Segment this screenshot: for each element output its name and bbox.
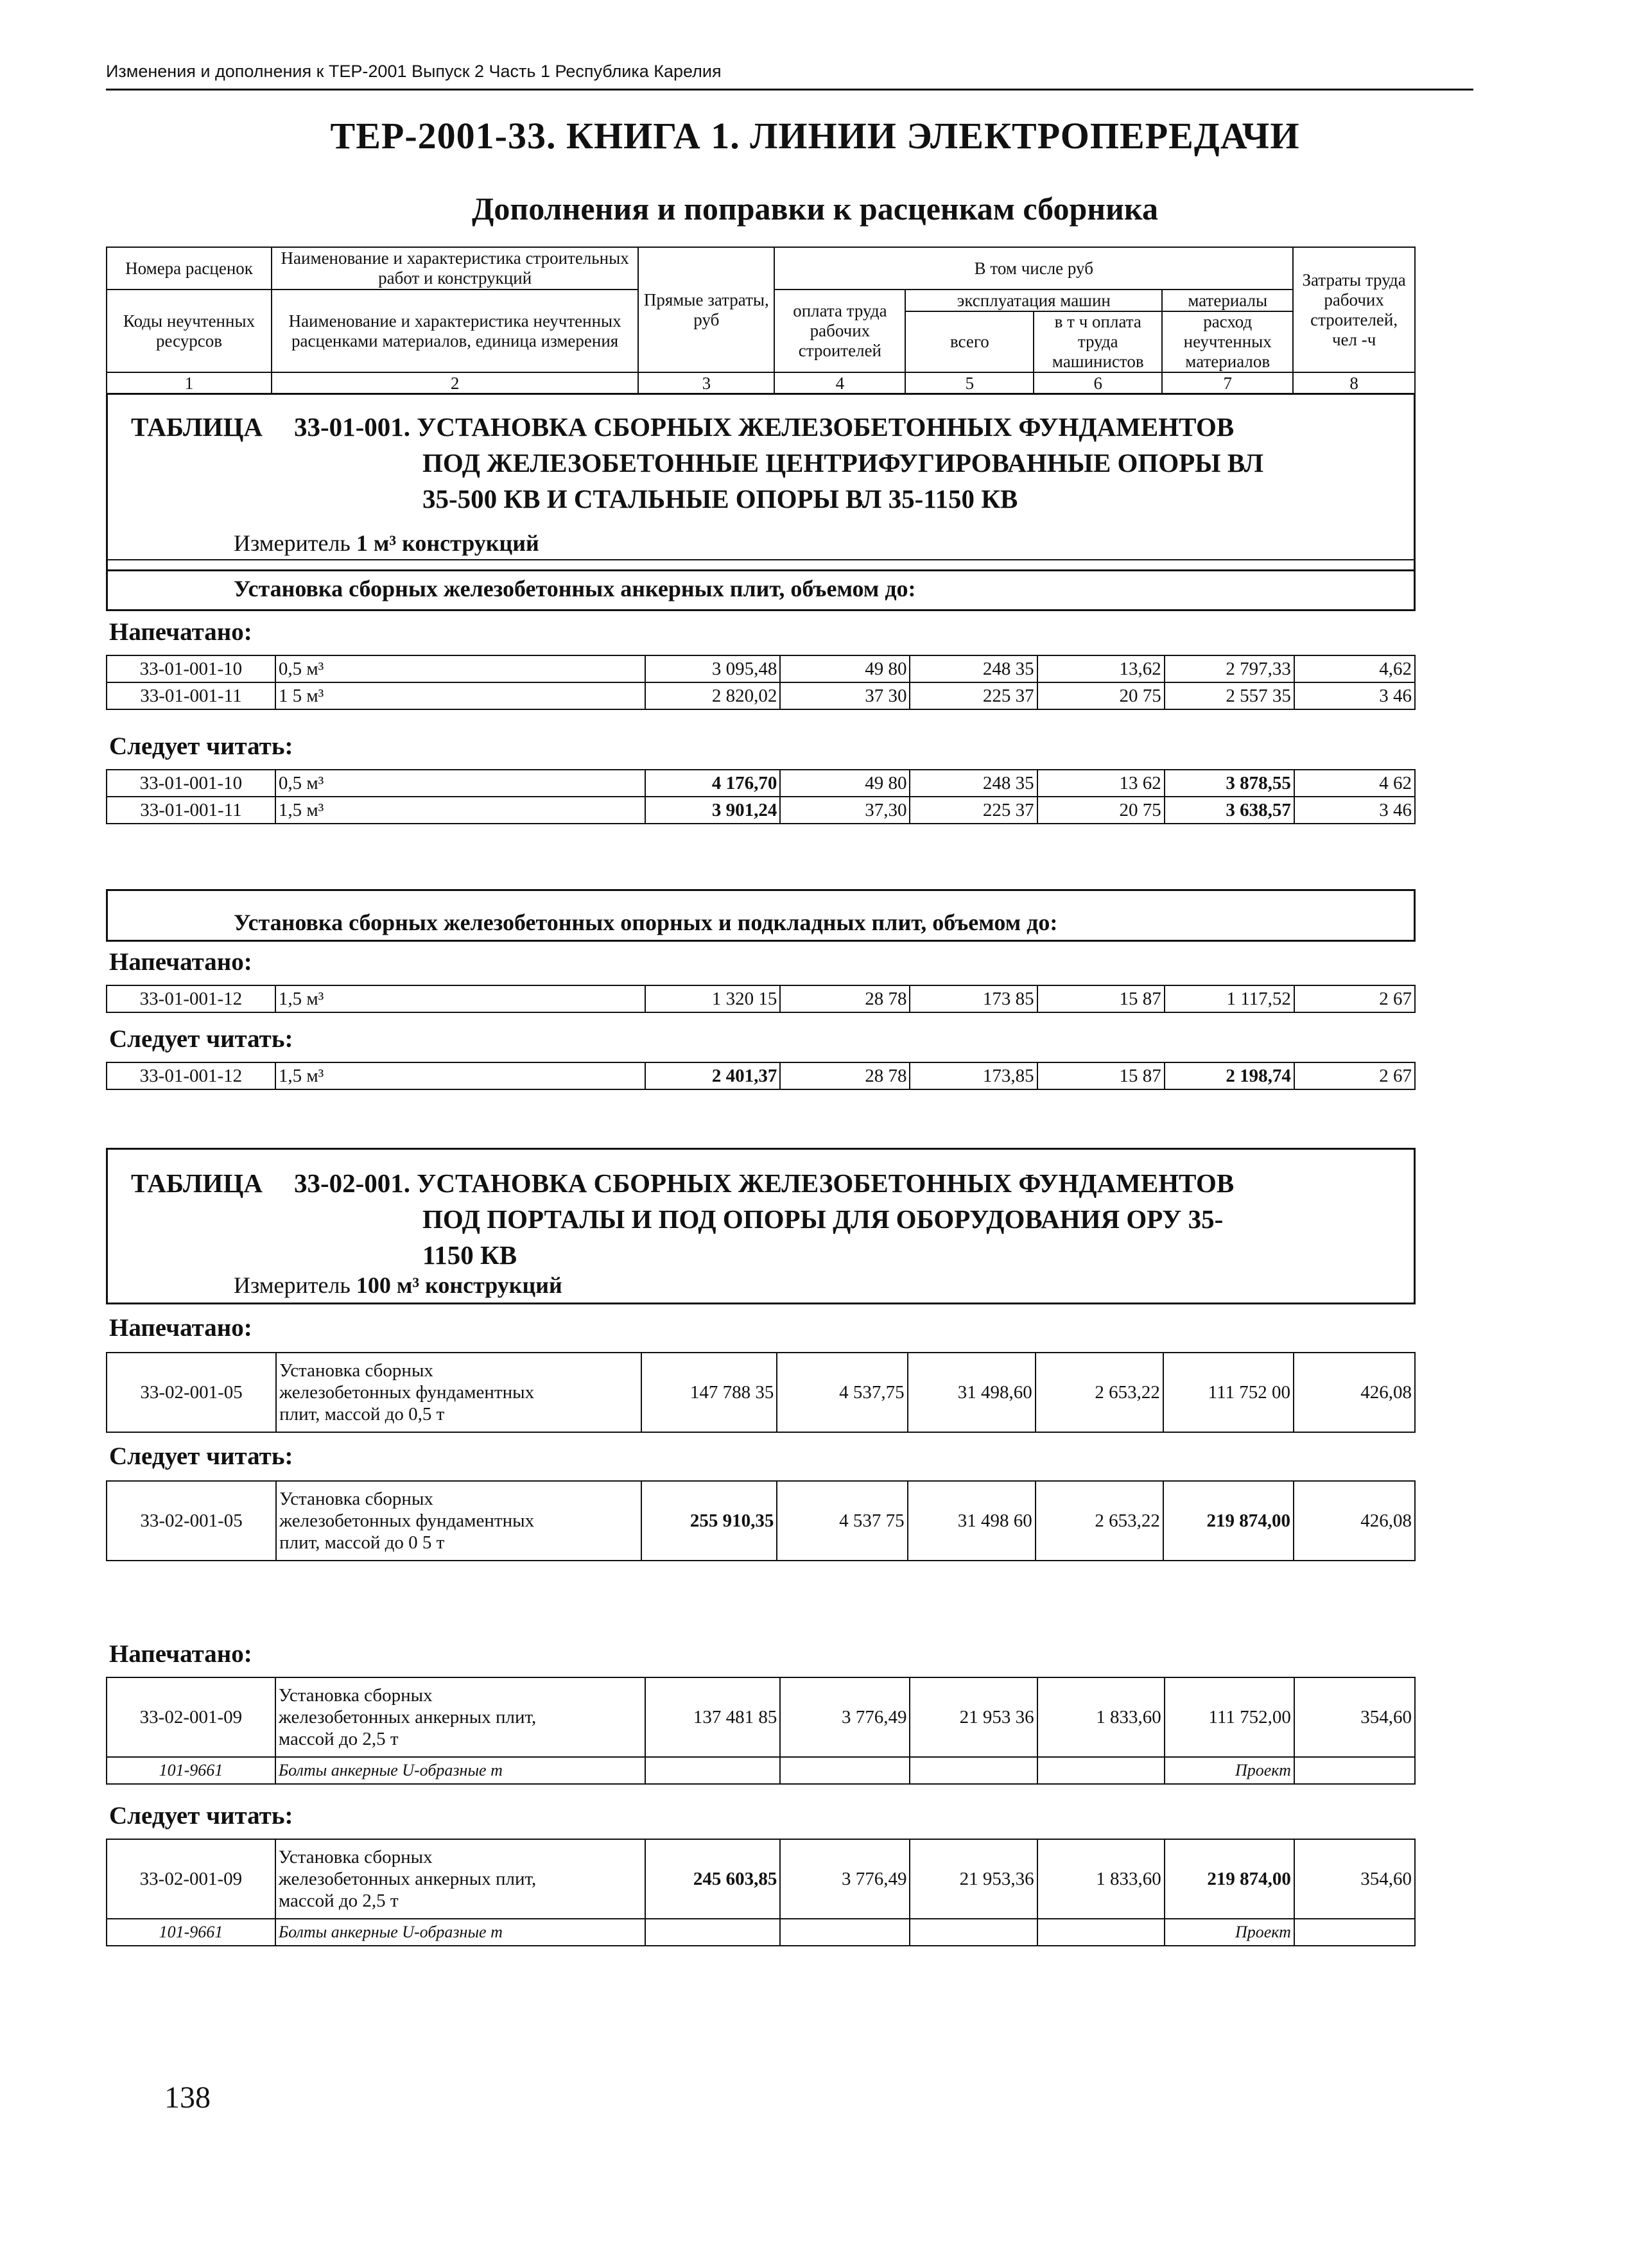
materials: 2 557 35 (1165, 682, 1294, 709)
worker-pay: 4 537 75 (777, 1481, 907, 1561)
worker-pay: 3 776,49 (780, 1839, 910, 1919)
rates-table-corrected (106, 769, 1416, 824)
table-title-line: 1150 КВ (422, 1240, 517, 1270)
worker-pay: 3 776,49 (780, 1677, 910, 1757)
rates-table-printed (106, 1352, 1416, 1433)
col-head-material-name: Наименование и характеристика неучтенных расценками материалов, единица измерения (272, 290, 638, 372)
materials: 3 878,55 (1165, 770, 1294, 797)
section-heading: Установка сборных железобетонных анкерных плит, объемом до: (234, 576, 916, 602)
desc-line: железобетонных анкерных плит, (278, 1869, 537, 1889)
label-printed: Напечатано: (109, 1314, 252, 1342)
unit: 1 5 м³ (275, 682, 645, 709)
machine-total: 31 498 60 (908, 1481, 1036, 1561)
operator-pay: 15 87 (1037, 985, 1165, 1012)
machine-total: 248 35 (910, 770, 1037, 797)
rate-code: 33-02-001-05 (107, 1353, 276, 1432)
col-num: 6 (1034, 372, 1162, 394)
table-row (107, 797, 1415, 824)
label-read: Следует читать: (109, 1802, 293, 1830)
page-number: 138 (164, 2081, 211, 2115)
labor: 4 62 (1294, 770, 1415, 797)
operator-pay: 20 75 (1037, 682, 1165, 709)
rates-table-corrected (106, 1839, 1416, 1946)
worker-pay: 49 80 (780, 655, 910, 682)
machine-total: 225 37 (910, 682, 1037, 709)
col-head-direct-costs: Прямые затраты, руб (638, 247, 774, 372)
operator-pay: 1 833,60 (1037, 1677, 1165, 1757)
rate-code: 33-01-001-10 (107, 770, 275, 797)
resource-row (107, 1919, 1415, 1946)
materials: 2 797,33 (1165, 655, 1294, 682)
direct-cost: 4 176,70 (645, 770, 780, 797)
machine-total: 31 498,60 (908, 1353, 1036, 1432)
section-box (106, 557, 1416, 611)
materials: 1 117,52 (1165, 985, 1294, 1012)
table-row (107, 1062, 1415, 1089)
direct-cost: 255 910,35 (641, 1481, 777, 1561)
desc-line: массой до 2,5 т (278, 1729, 399, 1749)
materials: 111 752 00 (1163, 1353, 1294, 1432)
col-num: 3 (638, 372, 774, 394)
unit: 0,5 м³ (275, 655, 645, 682)
labor: 426,08 (1294, 1481, 1415, 1561)
label-printed: Напечатано: (109, 1640, 252, 1668)
measure-line (234, 1272, 562, 1299)
direct-cost: 245 603,85 (645, 1839, 780, 1919)
work-description (276, 1481, 641, 1561)
resource-consumption: Проект (1165, 1919, 1294, 1946)
operator-pay: 13,62 (1037, 655, 1165, 682)
measure-label: Измеритель (234, 1272, 351, 1298)
table-row (107, 1839, 1415, 1919)
rate-code: 33-02-001-05 (107, 1481, 276, 1561)
resource-description: Болты анкерные U-образные т (275, 1757, 645, 1784)
machine-total: 225 37 (910, 797, 1037, 824)
label-printed: Напечатано: (109, 618, 252, 646)
document-title: ТЕР-2001-33. КНИГА 1. ЛИНИИ ЭЛЕКТРОПЕРЕДАЧИ (330, 115, 1300, 157)
col-head-operator-pay: в т ч оплата труда машинистов (1034, 311, 1162, 372)
rate-code: 33-01-001-12 (107, 1062, 275, 1089)
table-row (107, 985, 1415, 1012)
resource-code: 101-9661 (107, 1919, 275, 1946)
machine-total: 21 953,36 (910, 1839, 1037, 1919)
worker-pay: 37 30 (780, 682, 910, 709)
materials: 3 638,57 (1165, 797, 1294, 824)
rate-code: 33-01-001-10 (107, 655, 275, 682)
col-head-total: всего (905, 311, 1034, 372)
label-read: Следует читать: (109, 1025, 293, 1053)
table-row (107, 1353, 1415, 1432)
rate-code: 33-02-001-09 (107, 1677, 275, 1757)
table-title-line: ПОД ЖЕЛЕЗОБЕТОННЫЕ ЦЕНТРИФУГИРОВАННЫЕ ОПОРЫ ВЛ (422, 448, 1264, 478)
operator-pay: 13 62 (1037, 770, 1165, 797)
desc-line: плит, массой до 0,5 т (279, 1404, 445, 1424)
col-num: 7 (1162, 372, 1293, 394)
materials: 111 752,00 (1165, 1677, 1294, 1757)
label-printed: Напечатано: (109, 948, 252, 976)
col-num: 1 (107, 372, 272, 394)
table-row (107, 682, 1415, 709)
rates-table-printed (106, 655, 1416, 710)
work-description (275, 1839, 645, 1919)
work-description (275, 1677, 645, 1757)
resource-description: Болты анкерные U-образные т (275, 1919, 645, 1946)
materials: 219 874,00 (1163, 1481, 1294, 1561)
worker-pay: 28 78 (780, 1062, 910, 1089)
work-description (276, 1353, 641, 1432)
rates-table-printed (106, 1677, 1416, 1785)
table-row (107, 655, 1415, 682)
col-head-incl: В том числе руб (774, 247, 1293, 290)
labor: 426,08 (1294, 1353, 1415, 1432)
desc-line: массой до 2,5 т (278, 1891, 399, 1911)
running-header: Изменения и дополнения к ТЕР-2001 Выпуск 2 Часть 1 Республика Карелия (106, 62, 722, 81)
labor: 354,60 (1294, 1839, 1415, 1919)
rate-code: 33-01-001-11 (107, 682, 275, 709)
operator-pay: 2 653,22 (1036, 1481, 1163, 1561)
header-rule (106, 89, 1473, 91)
table-title-line: 35-500 КВ И СТАЛЬНЫЕ ОПОРЫ ВЛ 35-1150 КВ (422, 484, 1018, 514)
table-title-line: ПОД ПОРТАЛЫ И ПОД ОПОРЫ ДЛЯ ОБОРУДОВАНИЯ ОРУ 35- (422, 1204, 1224, 1234)
col-head-work-name: Наименование и характеристика строительных работ и конструкций (272, 247, 638, 290)
desc-line: Установка сборных (278, 1847, 433, 1867)
rate-code: 33-01-001-12 (107, 985, 275, 1012)
machine-total: 21 953 36 (910, 1677, 1037, 1757)
col-head-machine-ops: эксплуатация машин (905, 290, 1162, 311)
machine-total: 173,85 (910, 1062, 1037, 1089)
worker-pay: 28 78 (780, 985, 910, 1012)
col-head-materials: материалы (1162, 290, 1293, 311)
machine-total: 173 85 (910, 985, 1037, 1012)
table-title-line: 33-01-001. УСТАНОВКА СБОРНЫХ ЖЕЛЕЗОБЕТОННЫХ ФУНДАМЕНТОВ (294, 412, 1235, 442)
desc-line: Установка сборных (279, 1489, 433, 1509)
resource-consumption: Проект (1165, 1757, 1294, 1784)
rate-code: 33-02-001-09 (107, 1839, 275, 1919)
column-header-table (106, 247, 1416, 395)
desc-line: железобетонных фундаментных (279, 1382, 535, 1403)
resource-code: 101-9661 (107, 1757, 275, 1784)
rates-table-corrected (106, 1480, 1416, 1561)
machine-total: 248 35 (910, 655, 1037, 682)
col-head-resource-codes: Коды неучтенных ресурсов (107, 290, 272, 372)
worker-pay: 37,30 (780, 797, 910, 824)
table-row (107, 1481, 1415, 1561)
measure-label: Измеритель (234, 530, 351, 556)
operator-pay: 2 653,22 (1036, 1353, 1163, 1432)
direct-cost: 3 095,48 (645, 655, 780, 682)
operator-pay: 20 75 (1037, 797, 1165, 824)
desc-line: железобетонных анкерных плит, (278, 1707, 537, 1727)
col-num: 5 (905, 372, 1034, 394)
col-head-unaccounted-materials: расход неучтенных материалов (1162, 311, 1293, 372)
col-head-labor: Затраты труда рабочих строителей, чел -ч (1293, 247, 1415, 372)
materials: 219 874,00 (1165, 1839, 1294, 1919)
section-heading: Установка сборных железобетонных опорных и подкладных плит, объемом до: (234, 910, 1058, 935)
operator-pay: 1 833,60 (1037, 1839, 1165, 1919)
unit: 0,5 м³ (275, 770, 645, 797)
measure-line (234, 530, 539, 557)
desc-line: Установка сборных (278, 1685, 433, 1706)
rate-code: 33-01-001-11 (107, 797, 275, 824)
unit: 1,5 м³ (275, 1062, 645, 1089)
direct-cost: 2 820,02 (645, 682, 780, 709)
table-33-01-001-block (106, 393, 1416, 571)
desc-line: железобетонных фундаментных (279, 1511, 535, 1531)
table-33-02-001-block (106, 1148, 1416, 1304)
labor: 4,62 (1294, 655, 1415, 682)
rates-table-printed (106, 985, 1416, 1013)
col-num: 2 (272, 372, 638, 394)
document-subtitle: Дополнения и поправки к расценкам сборника (472, 191, 1158, 227)
table-prefix: ТАБЛИЦА (131, 1168, 263, 1198)
direct-cost: 1 320 15 (645, 985, 780, 1012)
desc-line: Установка сборных (279, 1360, 433, 1381)
labor: 3 46 (1294, 797, 1415, 824)
col-num: 4 (774, 372, 905, 394)
unit: 1,5 м³ (275, 985, 645, 1012)
rates-table-corrected (106, 1062, 1416, 1090)
resource-row (107, 1757, 1415, 1784)
labor: 2 67 (1294, 1062, 1415, 1089)
direct-cost: 3 901,24 (645, 797, 780, 824)
direct-cost: 137 481 85 (645, 1677, 780, 1757)
col-head-worker-pay: оплата труда рабочих строителей (774, 290, 905, 372)
table-prefix: ТАБЛИЦА (131, 412, 263, 442)
measure-value: 100 м³ конструкций (356, 1272, 562, 1298)
direct-cost: 147 788 35 (641, 1353, 777, 1432)
materials: 2 198,74 (1165, 1062, 1294, 1089)
unit: 1,5 м³ (275, 797, 645, 824)
worker-pay: 4 537,75 (777, 1353, 907, 1432)
worker-pay: 49 80 (780, 770, 910, 797)
direct-cost: 2 401,37 (645, 1062, 780, 1089)
col-head-rates: Номера расценок (107, 247, 272, 290)
labor: 354,60 (1294, 1677, 1415, 1757)
labor: 3 46 (1294, 682, 1415, 709)
labor: 2 67 (1294, 985, 1415, 1012)
table-row (107, 1677, 1415, 1757)
section-box (106, 889, 1416, 942)
measure-value: 1 м³ конструкций (356, 530, 539, 556)
col-num: 8 (1293, 372, 1415, 394)
label-read: Следует читать: (109, 1442, 293, 1470)
desc-line: плит, массой до 0 5 т (279, 1532, 445, 1553)
table-title-line: 33-02-001. УСТАНОВКА СБОРНЫХ ЖЕЛЕЗОБЕТОННЫХ ФУНДАМЕНТОВ (294, 1168, 1235, 1198)
table-row (107, 770, 1415, 797)
label-read: Следует читать: (109, 732, 293, 760)
operator-pay: 15 87 (1037, 1062, 1165, 1089)
